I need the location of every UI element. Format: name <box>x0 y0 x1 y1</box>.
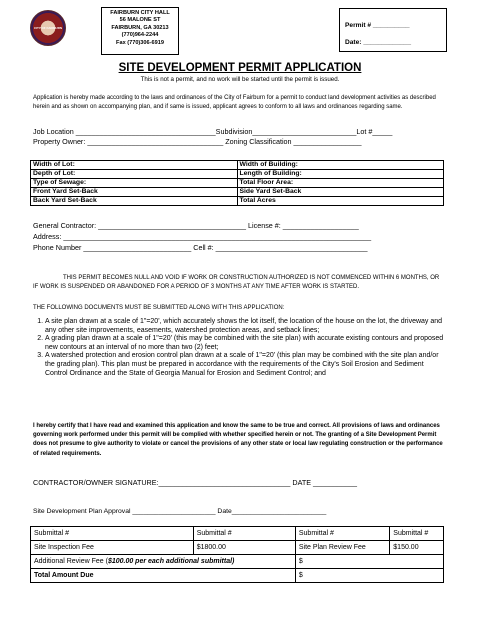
table-cell[interactable]: Submittal # <box>295 527 389 541</box>
table-cell: Site Plan Review Fee <box>295 541 389 555</box>
table-row <box>31 527 444 541</box>
table-cell[interactable]: Width of Lot: <box>31 161 238 170</box>
documents-heading: THE FOLLOWING DOCUMENTS MUST BE SUBMITTED ALONG WITH THIS APPLICATION: <box>33 305 285 311</box>
signature-line[interactable]: CONTRACTOR/OWNER SIGNATURE:_________________________________ DATE ___________ <box>33 478 358 487</box>
documents-list <box>33 318 445 378</box>
table-cell[interactable]: Submittal # <box>193 527 295 541</box>
general-contractor-line[interactable]: General Contractor: _____________________________________ License #: ___________________ <box>33 221 359 230</box>
table-row <box>31 569 444 583</box>
address-line: (770)964-2244 <box>121 32 159 39</box>
fee-label-text: Additional Review Fee ( <box>34 558 108 565</box>
table-row <box>31 555 444 569</box>
table-row <box>31 541 444 555</box>
table-cell[interactable]: Back Yard Set-Back <box>31 197 238 206</box>
city-seal-logo <box>30 10 66 46</box>
null-void-notice: THIS PERMIT BECOMES NULL AND VOID IF WORK OR CONSTRUCTION AUTHORIZED IS NOT COMMENCED WITHIN 6 MONTHS, OR IF WORK IS SUSPENDED OR ABANDONED FOR A PERIOD OF 3 MONTHS AT ANY TIME AFTER WORK IS STARTED. <box>33 275 440 291</box>
seal-text: CITY OF FAIRBURN <box>33 26 63 30</box>
lot-details-table <box>30 160 444 206</box>
table-cell[interactable]: Width of Building: <box>237 161 444 170</box>
intro-paragraph: Application is hereby made according to the laws and ordinances of the City of Fairburn for a permit to conduct land development activities as described herein and as shown on accompanying plan, and if same is issued, applicant agrees to conform to all laws and ordinances regarding same. <box>33 95 436 111</box>
list-item: 3. A watershed protection and erosion control plan drawn at a scale of 1"=20' (this plan may be combined with the site plan and/or the grading plan). This plan must be prepared in accordance with the requirements of the City's Soil Erosion and Sediment Control Ordinance and the State of Georgia Manual for Erosion and Sediment Control; and <box>45 352 445 378</box>
total-amount-label: Total Amount Due <box>31 569 296 583</box>
address-line: Fax (770)306-6919 <box>116 39 164 46</box>
additional-review-fee-label <box>31 555 296 569</box>
list-item: 1. A site plan drawn at a scale of 1"=20', which accurately shows the lot itself, the location of the house on the lot, the driveway and any other site improvements, easements, watershed protection areas, and setback lines; <box>45 318 445 335</box>
table-row <box>31 161 444 170</box>
page-title: SITE DEVELOPMENT PERMIT APPLICATION <box>118 62 362 74</box>
table-row <box>31 179 444 188</box>
table-cell[interactable]: Submittal # <box>390 527 444 541</box>
table-cell[interactable]: Total Floor Area: <box>237 179 444 188</box>
table-row <box>31 188 444 197</box>
address-line: FAIRBURN, GA 30213 <box>111 24 169 31</box>
table-cell[interactable]: Depth of Lot: <box>31 170 238 179</box>
fees-table <box>30 526 444 583</box>
table-row <box>31 170 444 179</box>
table-cell[interactable]: Submittal # <box>31 527 194 541</box>
address-line: FAIRBURN CITY HALL <box>110 10 170 16</box>
table-cell[interactable]: Side Yard Set-Back <box>237 188 444 197</box>
city-hall-address-box <box>101 7 179 55</box>
job-location-line[interactable]: Job Location ___________________________________Subdivision__________________________Lot #_____ <box>33 127 393 136</box>
address-line: 56 MALONE ST <box>119 17 161 24</box>
table-cell: $1800.00 <box>193 541 295 555</box>
table-cell: Site Inspection Fee <box>31 541 194 555</box>
additional-review-fee-value[interactable]: $ <box>295 555 443 569</box>
table-cell[interactable]: Total Acres <box>237 197 444 206</box>
page-subtitle: This is not a permit, and no work will be started until the permit is issued. <box>140 76 340 83</box>
table-cell: $150.00 <box>390 541 444 555</box>
fee-label-italic: $100.00 per each additional submittal) <box>107 558 235 565</box>
table-row <box>31 197 444 206</box>
plan-approval-line[interactable]: Site Development Plan Approval ______________________ Date_________________________ <box>33 508 327 515</box>
table-cell[interactable]: Length of Building: <box>237 170 444 179</box>
total-amount-value[interactable]: $ <box>295 569 443 583</box>
address-line-field[interactable]: Address: _____________________________________________________________________________ <box>33 232 372 241</box>
table-cell[interactable]: Front Yard Set-Back <box>31 188 238 197</box>
phone-line[interactable]: Phone Number ___________________________ Cell #: ______________________________________ <box>33 243 368 252</box>
permit-number-field[interactable]: Permit # __________ <box>345 22 410 29</box>
table-cell[interactable]: Type of Sewage: <box>31 179 238 188</box>
list-item: 2. A grading plan drawn at a scale of 1"=20' (this may be combined with the site plan) with accurate existing contours and proposed new contours at an interval of no more than two (2) feet; <box>45 335 445 352</box>
permit-number-box <box>339 8 447 52</box>
certification-statement: I hereby certify that I have read and examined this application and know the same to be true and correct. All provisions of laws and ordinances governing work performed under this permit will be complied with whether specified herein or not. The granting of a Site Development Permit does not presume to give authority to violate or cancel the provisions of any other state or local law regulating construction or the performance of related requirements. <box>33 423 443 457</box>
property-owner-line[interactable]: Property Owner: __________________________________ Zoning Classification _________________ <box>33 137 362 146</box>
permit-date-field[interactable]: Date: _____________ <box>345 39 411 46</box>
